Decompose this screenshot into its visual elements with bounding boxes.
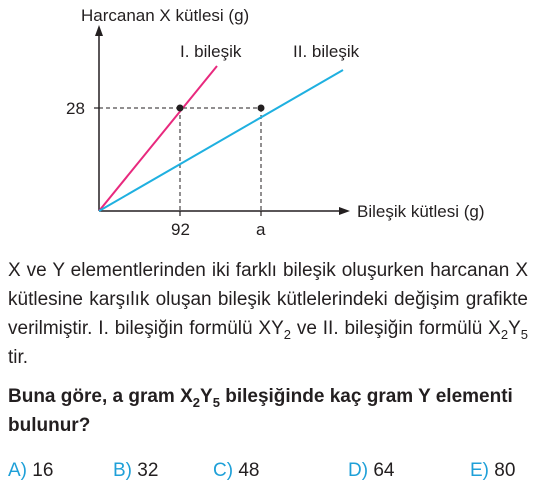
formula-xy2-base: grafikte verilmiştir. I. bileşiğin formülü XY	[8, 289, 528, 339]
formula-y: Y	[200, 386, 213, 407]
y-tick-label: 28	[66, 99, 85, 118]
choice-b[interactable]	[113, 460, 158, 482]
answer-choices	[8, 460, 528, 488]
x-tick-label-a: a	[256, 220, 266, 239]
paragraph-line-4-end: tir.	[8, 347, 29, 368]
choice-d[interactable]	[348, 460, 394, 482]
choice-value: 48	[238, 460, 260, 481]
series-line-compound-1	[99, 66, 217, 211]
question-text	[8, 382, 528, 440]
formula-subscript: 2	[283, 327, 291, 342]
data-point-compound-1	[177, 105, 184, 112]
question-prefix: Buna göre, a gram X	[8, 386, 193, 407]
choice-c[interactable]	[213, 460, 259, 482]
formula-subscript: 2	[500, 327, 509, 342]
formula-subscript: 5	[212, 395, 220, 410]
choice-letter: B)	[113, 460, 132, 481]
formula-subscript: 2	[192, 395, 201, 410]
choice-a[interactable]	[8, 460, 53, 482]
question-middle: bileşiğinde kaç gram Y elementi	[219, 386, 513, 407]
choice-value: 32	[137, 460, 159, 481]
choice-letter: E)	[470, 460, 489, 481]
choice-value: 64	[373, 460, 395, 481]
formula-subscript: 5	[520, 327, 529, 342]
formula-x2y5-prefix: formülü X	[418, 318, 501, 339]
choice-value: 80	[494, 460, 516, 481]
y-axis-label: Harcanan X kütlesi (g)	[81, 6, 250, 25]
choice-letter: A)	[8, 460, 27, 481]
paragraph-line-2: X kütlesine karşılık oluşan bileşik kütlelerindeki değişim	[8, 260, 528, 310]
series-label-compound-1: I. bileşik	[180, 42, 242, 61]
series-line-compound-2	[99, 70, 343, 211]
x-tick-label-92: 92	[171, 220, 190, 239]
choice-letter: D)	[348, 460, 369, 481]
y-axis-arrow-icon	[95, 25, 103, 36]
choice-value: 16	[32, 460, 54, 481]
problem-paragraph	[8, 256, 528, 372]
paragraph-line-1: X ve Y elementlerinden iki farklı bileşik oluşurken harcanan	[8, 260, 510, 281]
x-axis-arrow-icon	[339, 207, 350, 215]
choice-letter: C)	[213, 460, 234, 481]
formula-y: Y	[508, 318, 521, 339]
x-axis-label: Bileşik kütlesi (g)	[357, 202, 485, 221]
series-label-compound-2: II. bileşik	[293, 42, 360, 61]
paragraph-line-3-end: ve II. bileşiğin	[291, 318, 414, 339]
question-line-2: bulunur?	[8, 415, 91, 436]
choice-e[interactable]	[470, 460, 515, 482]
data-point-compound-2	[258, 105, 265, 112]
